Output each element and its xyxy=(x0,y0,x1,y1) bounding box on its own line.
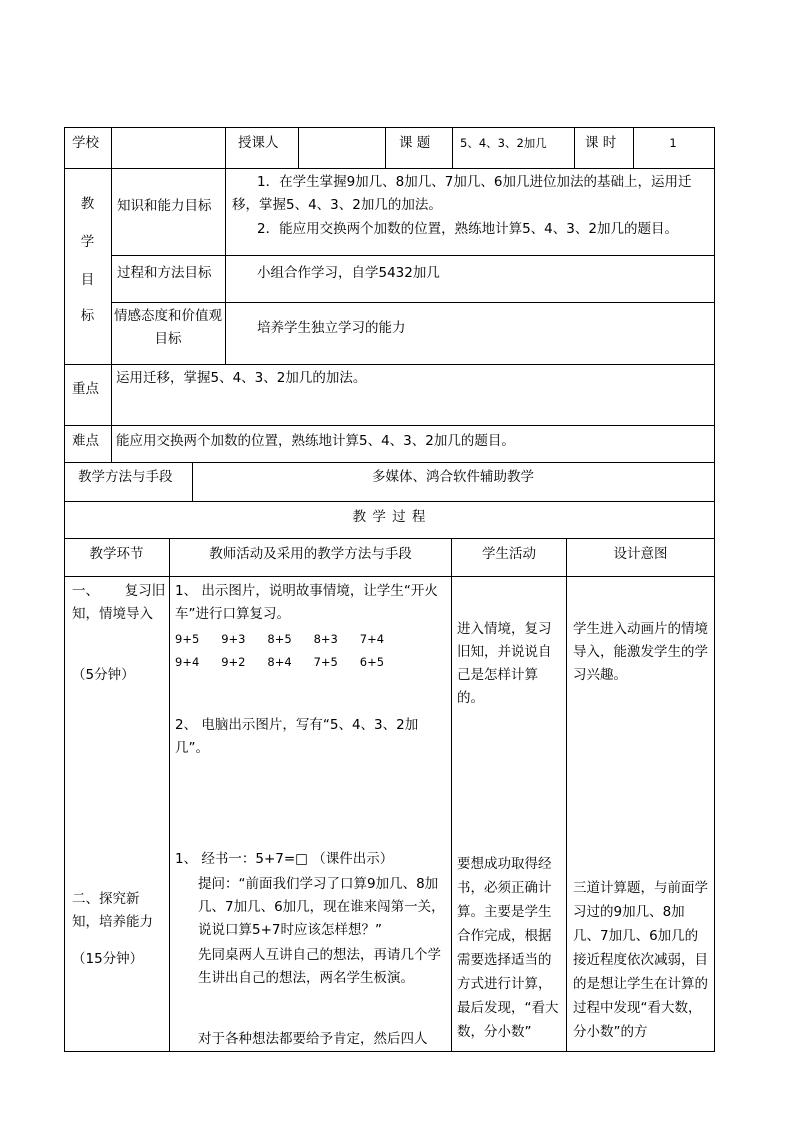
stage2-teacher-question: 提问：“前面我们学习了口算9加几、8加几、7加几、6加几，现在谁来闯第一关，说说口算5+7时应该怎样想？” xyxy=(198,876,445,938)
col-line xyxy=(225,127,226,168)
topic-value: 5、4、3、2加几 xyxy=(460,136,547,150)
col-header-stage: 教学环节 xyxy=(89,546,144,562)
knowledge-goal-2: 2．能应用交换两个加数的位置，熟练地计算5、4、3、2加几的题目。 xyxy=(257,221,678,237)
col-line xyxy=(111,127,112,168)
table-border-right xyxy=(714,127,715,1052)
row-line xyxy=(64,462,715,463)
school-label: 学校 xyxy=(72,135,99,151)
methods-label: 教学方法与手段 xyxy=(78,469,173,485)
key-point-label: 重点 xyxy=(72,381,99,397)
col-line xyxy=(111,364,112,462)
stage1-time: （5分钟） xyxy=(72,667,135,683)
table-border-left xyxy=(64,127,65,1052)
difficulty-label: 难点 xyxy=(72,433,99,449)
row-line xyxy=(64,425,715,426)
stage1-student: 进入情境，复习旧知，并说说自己是怎样计算的。 xyxy=(457,621,552,706)
row-line xyxy=(64,538,715,539)
teacher-label: 授课人 xyxy=(238,135,279,151)
objectives-group-char: 目 xyxy=(80,272,95,288)
col-line xyxy=(451,538,452,1051)
stage1-title: 一、 复习旧知，情境导入 xyxy=(72,583,166,622)
stage1-exercise-row2: 9+4 9+2 8+4 7+5 6+5 xyxy=(175,655,385,669)
stage1-design: 学生进入动画片的情境导入，能激发学生的学习兴趣。 xyxy=(573,621,708,683)
row-line xyxy=(64,168,715,169)
col-line xyxy=(298,127,299,168)
col-line xyxy=(385,127,386,168)
col-line xyxy=(169,538,170,1051)
col-line xyxy=(574,127,575,168)
row-line xyxy=(64,501,715,502)
objectives-group-char: 学 xyxy=(80,234,95,250)
process-goal-label: 过程和方法目标 xyxy=(117,265,212,281)
stage2-teacher-step1: 1、 经书一：5+7=□ （课件出示） xyxy=(175,851,394,867)
stage2-time: （15分钟） xyxy=(72,951,144,967)
col-line xyxy=(452,127,453,168)
hours-label: 课 时 xyxy=(585,135,617,151)
objectives-group-char: 教 xyxy=(80,196,95,212)
row-line xyxy=(111,255,715,256)
stage1-teacher-step2: 2、 电脑出示图片，写有“5、4、3、2加几”。 xyxy=(175,717,419,756)
col-header-design: 设计意图 xyxy=(613,546,668,562)
col-line xyxy=(633,127,634,168)
col-line xyxy=(111,168,112,364)
table-border-top xyxy=(64,127,715,128)
col-header-student: 学生活动 xyxy=(482,546,536,562)
stage2-student: 要想成功取得经书，必须正确计算。主要是学生合作完成，根据需要选择适当的方式进行计算，最后发现，“看大数，分小数” xyxy=(457,856,559,1040)
row-line xyxy=(111,302,715,303)
stage1-teacher-step1: 1、 出示图片，说明故事情境，让学生“开火车”进行口算复习。 xyxy=(175,583,438,622)
table-border-bottom xyxy=(64,1051,715,1052)
stage2-design: 三道计算题，与前面学习过的9加几、8加几、7加几、6加几的接近程度依次减弱，目的是想让学生在计算的过程中发现“看大数，分小数”的方 xyxy=(573,880,708,1040)
attitude-goal-value: 培养学生独立学习的能力 xyxy=(257,320,406,336)
attitude-goal-label: 情感态度和价值观目标 xyxy=(114,308,222,347)
key-point-value: 运用迁移，掌握5、4、3、2加几的加法。 xyxy=(116,370,367,386)
col-line xyxy=(225,168,226,364)
stage2-title: 二、探究新知，培养能力 xyxy=(72,891,153,930)
difficulty-value: 能应用交换两个加数的位置，熟练地计算5、4、3、2加几的题目。 xyxy=(116,433,515,449)
objectives-group-char: 标 xyxy=(80,308,95,324)
stage2-teacher-desk: 先同桌两人互讲自己的想法，再请几个学生讲出自己的想法，两名学生板演。 xyxy=(198,947,441,986)
row-line xyxy=(64,364,715,365)
methods-value: 多媒体、鸿合软件辅助教学 xyxy=(372,469,534,485)
knowledge-label: 知识和能力目标 xyxy=(117,198,212,214)
col-line xyxy=(566,538,567,1051)
stage1-exercise-row1: 9+5 9+3 8+5 8+3 7+4 xyxy=(175,632,385,646)
stage2-teacher-affirm: 对于各种想法都要给予肯定，然后四人 xyxy=(198,1031,428,1047)
knowledge-goal-1: 1．在学生掌握9加几、8加几、7加几、6加几进位加法的基础上，运用迁移，掌握5、4、3、2加几的加法。 xyxy=(232,174,692,213)
hours-value: 1 xyxy=(669,136,677,150)
col-header-teacher: 教师活动及采用的教学方法与手段 xyxy=(209,546,412,562)
topic-label: 课 题 xyxy=(399,135,431,151)
process-goal-value: 小组合作学习，自学5432加几 xyxy=(257,265,440,281)
process-title: 教 学 过 程 xyxy=(352,509,427,525)
row-line xyxy=(64,576,715,577)
